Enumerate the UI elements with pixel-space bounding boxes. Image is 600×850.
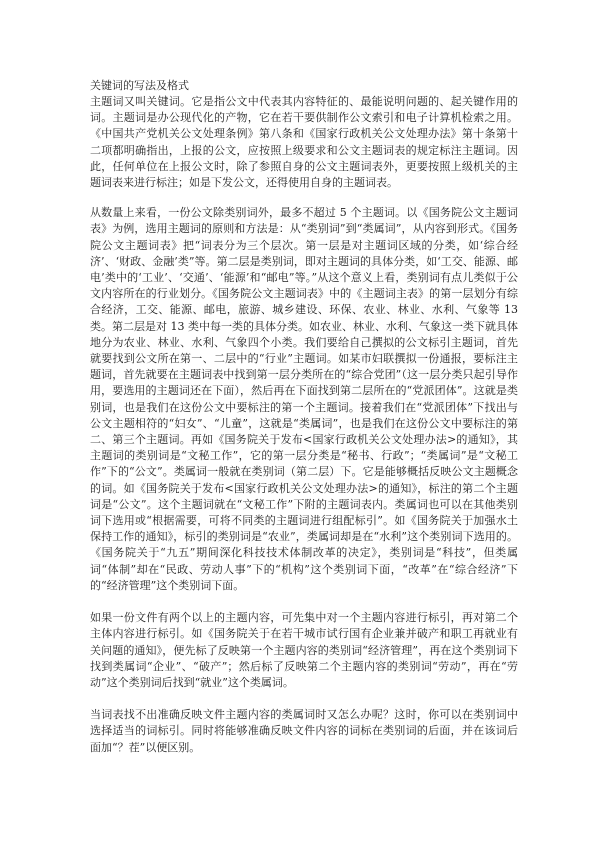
document-body (90, 78, 518, 756)
paragraph-multiple-topics: 如果一份文件有两个以上的主题内容，可先集中对一个主题内容进行标引，再对第二个主体内容进行标引。如《国务院关于在若干城市试行国有企业兼并破产和职工再就业有关问题的通知》，便先标了反映第一个主题内容的类别词“经济管理”，再在这个类别词下找到类属词“企业”、“破产”；然后标了反映第二个主题内容的类别词“劳动”，再在“劳动”这个类别词后找到“就业”这个类属词。 (90, 611, 518, 689)
document-title: 关键词的写法及格式 (90, 79, 189, 92)
paragraph-gap (90, 594, 518, 610)
paragraph-quantity-rules: 从数量上来看，一份公文除类别词外，最多不超过 5 个主题词。以《国务院公文主题词表》为例，选用主题词的原则和方法是：从“类别词”到“类属词”，从内容到形式。《国务院公文主题词表》把“词表分为三个层次。第一层是对主题词区域的分类，如‘综合经济’、‘财政、金融’类”等。第二层是类别词，即对主题词的具体分类，如‘工交、能源、邮电’类中的‘工业’、‘交通’、‘能源’和“邮电”等。”从这个意义上看，类别词有点儿类似于公文内容所在的行业划分。《国务院公文主题词表》中的《主题词主表》的第一层划分有综合经济，工交、能源、邮电，旅游、城乡建设、环保、农业、林业、水利、气象等 13 类。第二层是对 13 类中每一类的具体分类。如农业、林业、水利、气象这一类下就具体地分为农业、林业、水利、气象四个小类。我们要给自己撰拟的公文标引主题词，首先就要找到公文所在第一、二层中的“行业”主题词。如某市妇联撰拟一份通报，要标注主题词，首先就要在主题词表中找到第一层分类所在的“综合党团”（这一层分类只起引导作用，要选用的主题词还在下面），然后再在下面找到第二层所在的“党派团体”。这就是类别词，也是我们在这份公文中要标注的第一个主题词。接着我们在“党派团体”下找出与公文主题相符的“妇女”、“儿童”，这就是“类属词”，也是我们在这份公文中要标注的第二、第三个主题词。再如《国务院关于发布<国家行政机关公文处理办法>的通知》，其主题词的类别词是“文秘工作”，它的第一层分类是“秘书、行政”；“类属词”是“文秘工作”下的“公文”。类属词一般就在类别词（第二层）下。它是能够概括反映公文主题概念的词。如《国务院关于发布<国家行政机关公文处理办法>的通知》，标注的第二个主题词是“公文”。这个主题词就在“文秘工作”下附的主题词表内。类属词也可以在其他类别词下选用或“根据需要，可将不同类的主题词进行组配标引”。如《国务院关于加强水土保持工作的通知》，标引的类别词是“农业”，类属词却是在“水利”这个类别词下选用的。《国务院关于“九五”期间深化科技技术体制改革的决定》，类别词是“科技”，但类属词“体制”却在“民政、劳动人事”下的“机构”这个类别词下面，“改革”在“综合经济”下的“经济管理”这个类别词下面。 (90, 206, 518, 592)
paragraph-definition: 主题词又叫关键词。它是指公文中代表其内容特征的、最能说明问题的、起关键作用的词。主题词是办公现代化的产物，它在若干要供制作公文索引和电子计算机检索之用。《中国共产党机关公文处理条例》第八条和《国家行政机关公文处理办法》第十条第十二项都明确指出，上报的公文，应按照上级要求和公文主题词表的规定标注主题词。因此，任何单位在上报公文时，除了参照自身的公文主题词表外，更要按照上级机关的主题词表来进行标注；如是下发公文，还得使用自身的主题词表。 (90, 95, 518, 190)
paragraph-gap (90, 691, 518, 707)
paragraph-gap (90, 191, 518, 205)
paragraph-no-match: 当词表找不出准确反映文件主题内容的类属词时又怎么办呢？这时，你可以在类别词中选择适当的词标引。同时将能够准确反映文件内容的词标在类别词的后面，并在该词后面加“？茬”以便区别。 (90, 708, 518, 754)
